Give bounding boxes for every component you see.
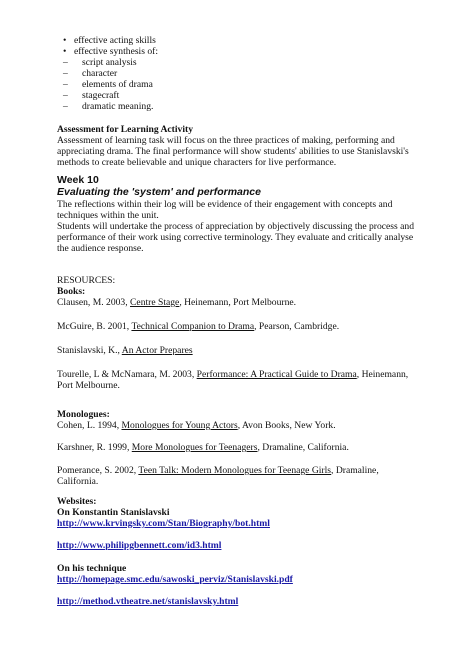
- bullet-marker: •: [63, 35, 67, 46]
- skill-subitem: script analysis: [82, 57, 137, 68]
- monologue-citation: [57, 465, 379, 476]
- assessment-line: methods to create believable and unique characters for live performance.: [57, 157, 337, 168]
- dash-marker: –: [63, 57, 68, 68]
- skill-subitem: stagecraft: [82, 90, 120, 101]
- week-line: techniques within the unit.: [57, 210, 159, 221]
- website-link[interactable]: http://www.philipgbennett.com/id3.html: [57, 540, 222, 551]
- citation-author: Clausen, M. 2003,: [57, 297, 131, 308]
- citation-title: Performance: A Practical Guide to Drama: [196, 369, 357, 380]
- book-citation: [57, 321, 339, 332]
- skill-item: effective synthesis of:: [74, 46, 159, 57]
- assessment-heading: Assessment for Learning Activity: [57, 124, 193, 135]
- books-heading: Books:: [57, 286, 86, 297]
- dash-marker: –: [63, 79, 68, 90]
- skill-item: effective acting skills: [74, 35, 156, 46]
- website-link[interactable]: http://www.krvingsky.com/Stan/Biography/bot.html: [57, 518, 270, 529]
- citation-publisher: , Heinemann, Port Melbourne.: [179, 297, 297, 308]
- website-link[interactable]: http://method.vtheatre.net/stanislavsky.html: [57, 596, 239, 607]
- skill-subitem: elements of drama: [82, 79, 153, 90]
- skill-subitem: character: [82, 68, 118, 79]
- citation-title: An Actor Prepares: [121, 345, 193, 356]
- resources-heading: RESOURCES:: [57, 275, 116, 286]
- week-line: The reflections within their log will be evidence of their engagement with concepts and: [57, 199, 393, 210]
- citation-publisher: , Heinemann,: [356, 369, 409, 380]
- citation-title: Technical Companion to Drama: [131, 321, 255, 332]
- citation-author: McGuire, B. 2001,: [57, 321, 132, 332]
- website-link[interactable]: http://homepage.smc.edu/sawoski_perviz/Stanislavski.pdf: [57, 574, 293, 585]
- week-line: performance of their work using corrective terminology. They evaluate and critically analyse: [57, 232, 414, 243]
- dash-marker: –: [63, 68, 68, 79]
- book-citation: [57, 297, 296, 308]
- monologue-citation-continued: California.: [57, 476, 99, 487]
- book-citation: [57, 345, 193, 356]
- monologue-citation: [57, 420, 336, 431]
- monologues-heading: Monologues:: [57, 409, 110, 420]
- bullet-marker: •: [63, 46, 67, 57]
- week-line: Students will undertake the process of appreciation by objectively discussing the process and: [57, 221, 415, 232]
- on-technique-heading: On his technique: [57, 563, 127, 574]
- citation-author: Tourelle, L & McNamara, M. 2003,: [57, 369, 197, 380]
- on-konstantin-heading: On Konstantin Stanislavski: [57, 507, 170, 518]
- assessment-line: appreciating drama. The final performance will show students' abilities to use Stanislavski's: [57, 146, 409, 157]
- week-label: Week 10: [57, 174, 99, 186]
- citation-author: Karshner, R. 1999,: [57, 442, 132, 453]
- citation-publisher: , Dramaline,: [331, 465, 379, 476]
- citation-publisher: , Dramaline, California.: [257, 442, 349, 453]
- week-title: Evaluating the 'system' and performance: [57, 186, 261, 198]
- monologue-citation: [57, 442, 349, 453]
- citation-author: Cohen, L. 1994,: [57, 420, 122, 431]
- citation-title: Centre Stage: [130, 297, 180, 308]
- citation-publisher: , Avon Books, New York.: [237, 420, 336, 431]
- book-citation-continued: Port Melbourne.: [57, 380, 120, 391]
- book-citation: [57, 369, 408, 380]
- assessment-line: Assessment of learning task will focus on the three practices of making, performing and: [57, 135, 395, 146]
- dash-marker: –: [63, 90, 68, 101]
- citation-title: More Monologues for Teenagers: [131, 442, 258, 453]
- citation-publisher: , Pearson, Cambridge.: [254, 321, 340, 332]
- dash-marker: –: [63, 101, 68, 112]
- websites-heading: Websites:: [57, 496, 97, 507]
- citation-title: Monologues for Young Actors: [121, 420, 238, 431]
- week-line: the audience response.: [57, 243, 144, 254]
- skill-subitem: dramatic meaning.: [82, 101, 154, 112]
- citation-author: Stanislavski, K.,: [57, 345, 122, 356]
- citation-author: Pomerance, S. 2002,: [57, 465, 139, 476]
- citation-title: Teen Talk: Modern Monologues for Teenage Girls: [138, 465, 332, 476]
